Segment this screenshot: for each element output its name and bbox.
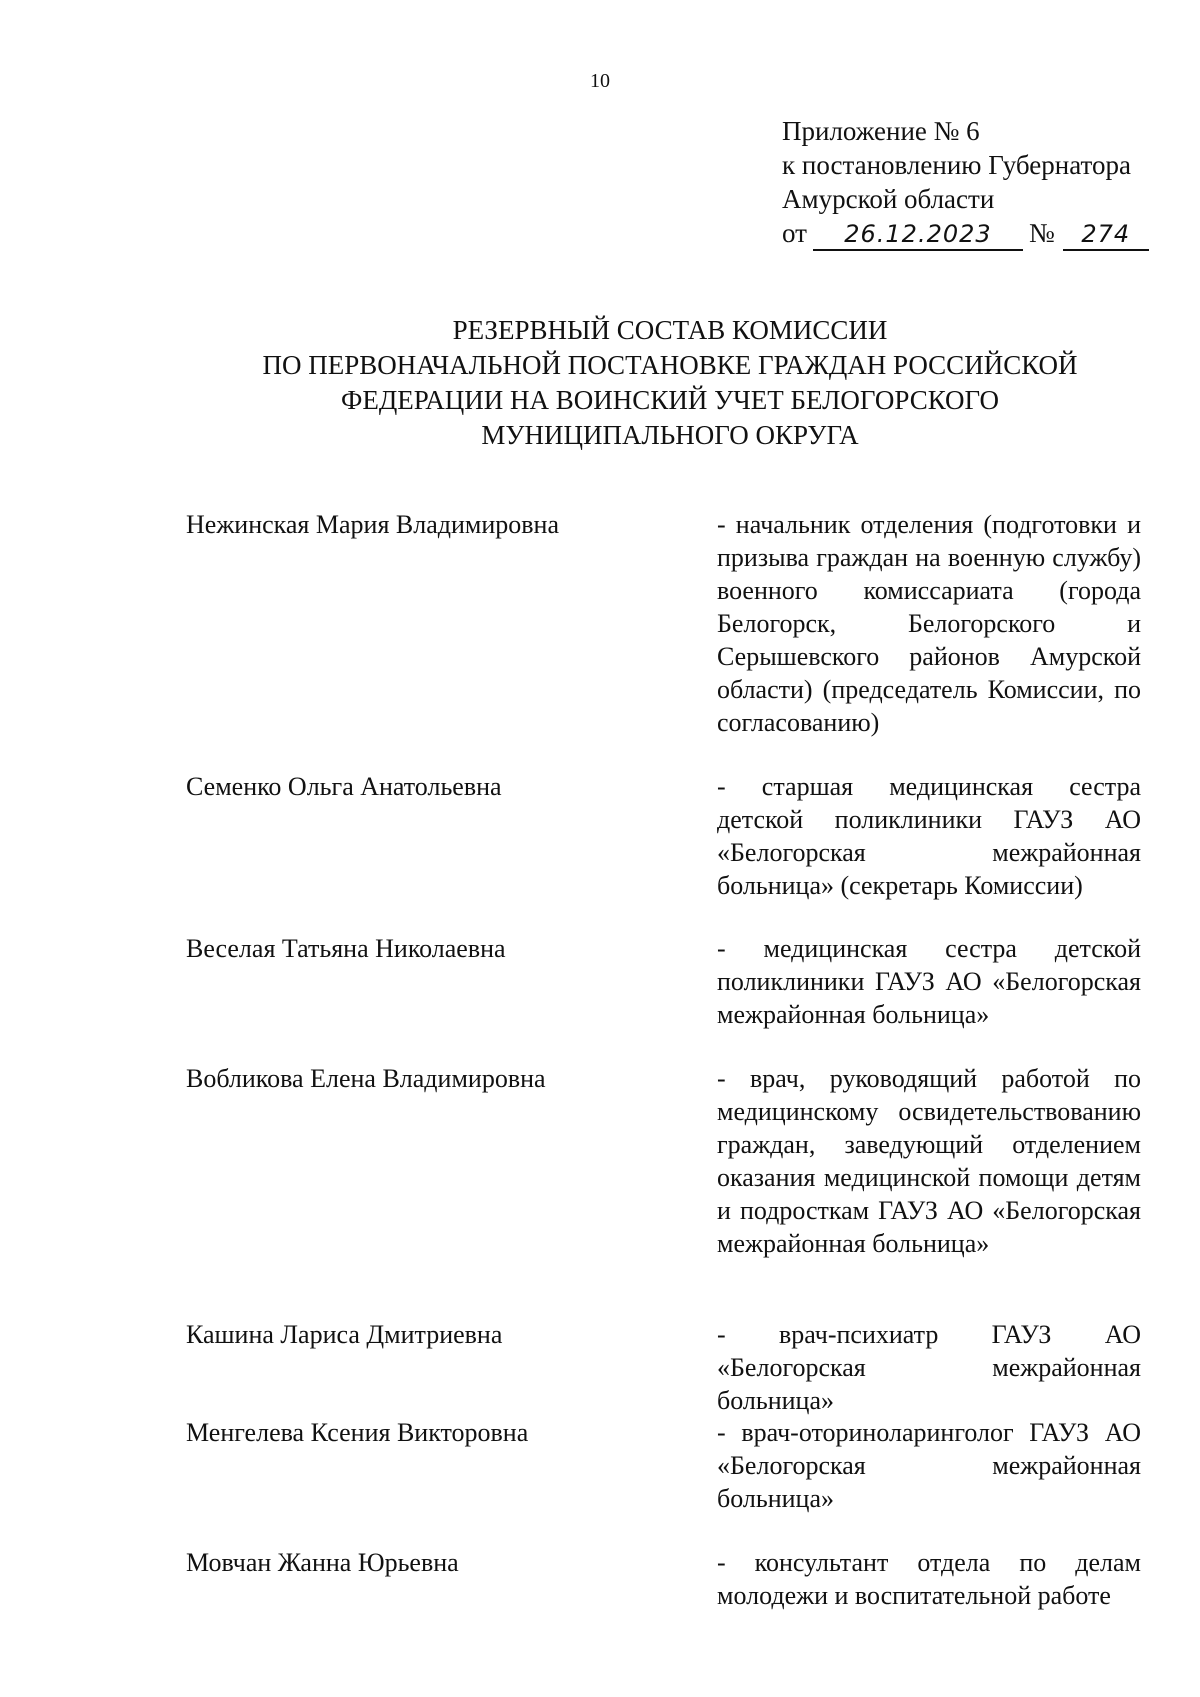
member-role: - консультант отдела по делам молодежи и воспитательной работе [717,1548,1141,1610]
member-name: Вобликова Елена Владимировна [186,1064,546,1093]
member-role: - врач-оториноларинголог ГАУЗ АО «Белогорская межрайонная больница» [717,1418,1141,1513]
title-line-1: РЕЗЕРВНЫЙ СОСТАВ КОМИССИИ [452,315,888,345]
member-name: Семенко Ольга Анатольевна [186,772,502,801]
member-role: - медицинская сестра детской поликлиники ГАУЗ АО «Белогорская межрайонная больница» [717,934,1141,1029]
appendix-header [782,114,1149,251]
page-number: 10 [590,70,610,92]
member-name: Кашина Лариса Дмитриевна [186,1320,503,1349]
appendix-region: Амурской области [782,184,995,214]
title-line-4: МУНИЦИПАЛЬНОГО ОКРУГА [481,420,859,450]
member-role: - старшая медицинская сестра детской поликлиники ГАУЗ АО «Белогорская межрайонная больница» (секретарь Комиссии) [717,772,1141,900]
member-role: - начальник отделения (подготовки и призыва граждан на военную службу) военного комиссариата (города Белогорск, Белогорского и Серышевского районов Амурской области) (председатель Комиссии, по согласованию) [717,510,1141,737]
handwritten-date: 26.12.2023 [813,219,1023,251]
member-name: Нежинская Мария Владимировна [186,510,560,539]
date-prefix: от [782,218,807,248]
handwritten-number: 274 [1063,219,1149,251]
number-prefix: № [1028,218,1055,248]
appendix-decree-ref: к постановлению Губернатора [782,150,1131,180]
member-name: Веселая Татьяна Николаевна [186,934,506,963]
member-role: - врач-психиатр ГАУЗ АО «Белогорская межрайонная больница» [717,1320,1141,1415]
member-name: Менгелева Ксения Викторовна [186,1418,529,1447]
member-name: Мовчан Жанна Юрьевна [186,1548,459,1577]
title-line-2: ПО ПЕРВОНАЧАЛЬНОЙ ПОСТАНОВКЕ ГРАЖДАН РОССИЙСКОЙ [262,350,1078,380]
member-role: - врач, руководящий работой по медицинскому освидетельствованию граждан, заведующий отделением оказания медицинской помощи детям и подросткам ГАУЗ АО «Белогорская межрайонная больница» [717,1064,1141,1258]
title-line-3: ФЕДЕРАЦИИ НА ВОИНСКИЙ УЧЕТ БЕЛОГОРСКОГО [341,385,999,415]
document-title [0,313,1200,453]
appendix-title: Приложение № 6 [782,116,980,146]
appendix-date-line [782,216,1149,251]
